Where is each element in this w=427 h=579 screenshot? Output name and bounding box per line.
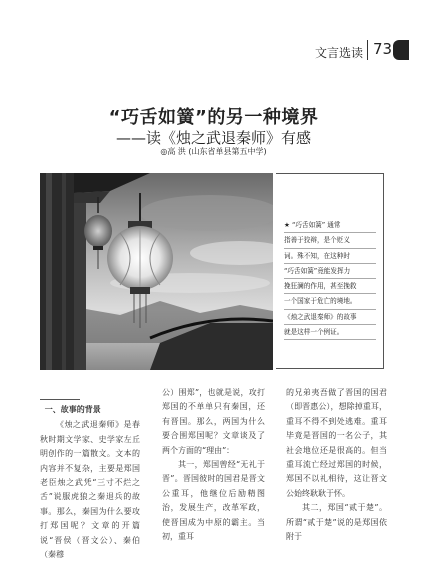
article-author: ◎高 洪 (山东省单县第五中学) <box>160 147 267 156</box>
body-paragraph: 《烛之武退秦师》是春秋时期文学家、史学家左丘明创作的一篇散文。文本的内容并不复杂，主要是郑国老臣烛之武凭“三寸不烂之舌”说服虎狼之秦退兵的故事。那么，秦国为什么要攻打郑国呢？文章的开篇说“晋侯（晋文公）、秦伯（秦穆 <box>40 420 140 560</box>
body-paragraph: 公）围郑”，也就是说，攻打郑国的不单单只有秦国，还有晋国。那么，两国为什么要合围郑国呢？文章谈及了两个方面的“理由”： <box>162 388 265 455</box>
body-column-2 <box>162 386 265 544</box>
body-paragraph: 的兄弟夷吾做了晋国的国君（即晋惠公），想除掉重耳，重耳不得不到处逃难。重耳毕竟是晋国的一名公子，其社会地位还是很高的。但当重耳流亡经过郑国的时候，郑国不以礼相待，这让晋文公始终耿耿于怀。 <box>286 388 387 498</box>
article-subtitle: ——读《烛之武退秦师》有感 <box>115 129 311 147</box>
note-line: 挽狂澜的作用，甚至挽救 <box>284 279 376 294</box>
note-line: 一个国家于危亡的境地。 <box>284 294 376 309</box>
running-header-section: 文言选读 <box>314 46 363 60</box>
summary-note-text <box>284 218 376 340</box>
note-line: 指善于狡辩，是个贬义 <box>284 233 376 248</box>
section-heading: 一、故事的背景 <box>44 405 101 414</box>
body-paragraph: 其二，郑国“贰于楚”。所谓“贰于楚”说的是郑国依附于 <box>286 503 387 542</box>
page-number: 73 <box>373 40 393 58</box>
body-column-1 <box>40 386 140 562</box>
note-line: “巧舌如簧”竟能发挥力 <box>284 264 376 279</box>
article-title: “巧舌如簧”的另一种境界 <box>108 107 319 128</box>
body-column-3 <box>286 386 387 544</box>
body-paragraph: 其一，郑国曾经“无礼于晋”。晋国彼时的国君是晋文公重耳，他继位后励精图治，发展生产，改革军政，使晋国成为中原的霸主。当初，重耳 <box>162 460 265 542</box>
note-line: 词。殊不知，在这种时 <box>284 249 376 264</box>
note-line: 就是这样一个例证。 <box>284 325 376 340</box>
note-line: 《烛之武退秦师》的故事 <box>284 310 376 325</box>
lantern-photo <box>40 173 273 370</box>
header-tab-marker <box>393 40 409 60</box>
header-divider <box>367 40 368 60</box>
note-line: ★ “巧舌如簧” 通常 <box>284 218 376 233</box>
